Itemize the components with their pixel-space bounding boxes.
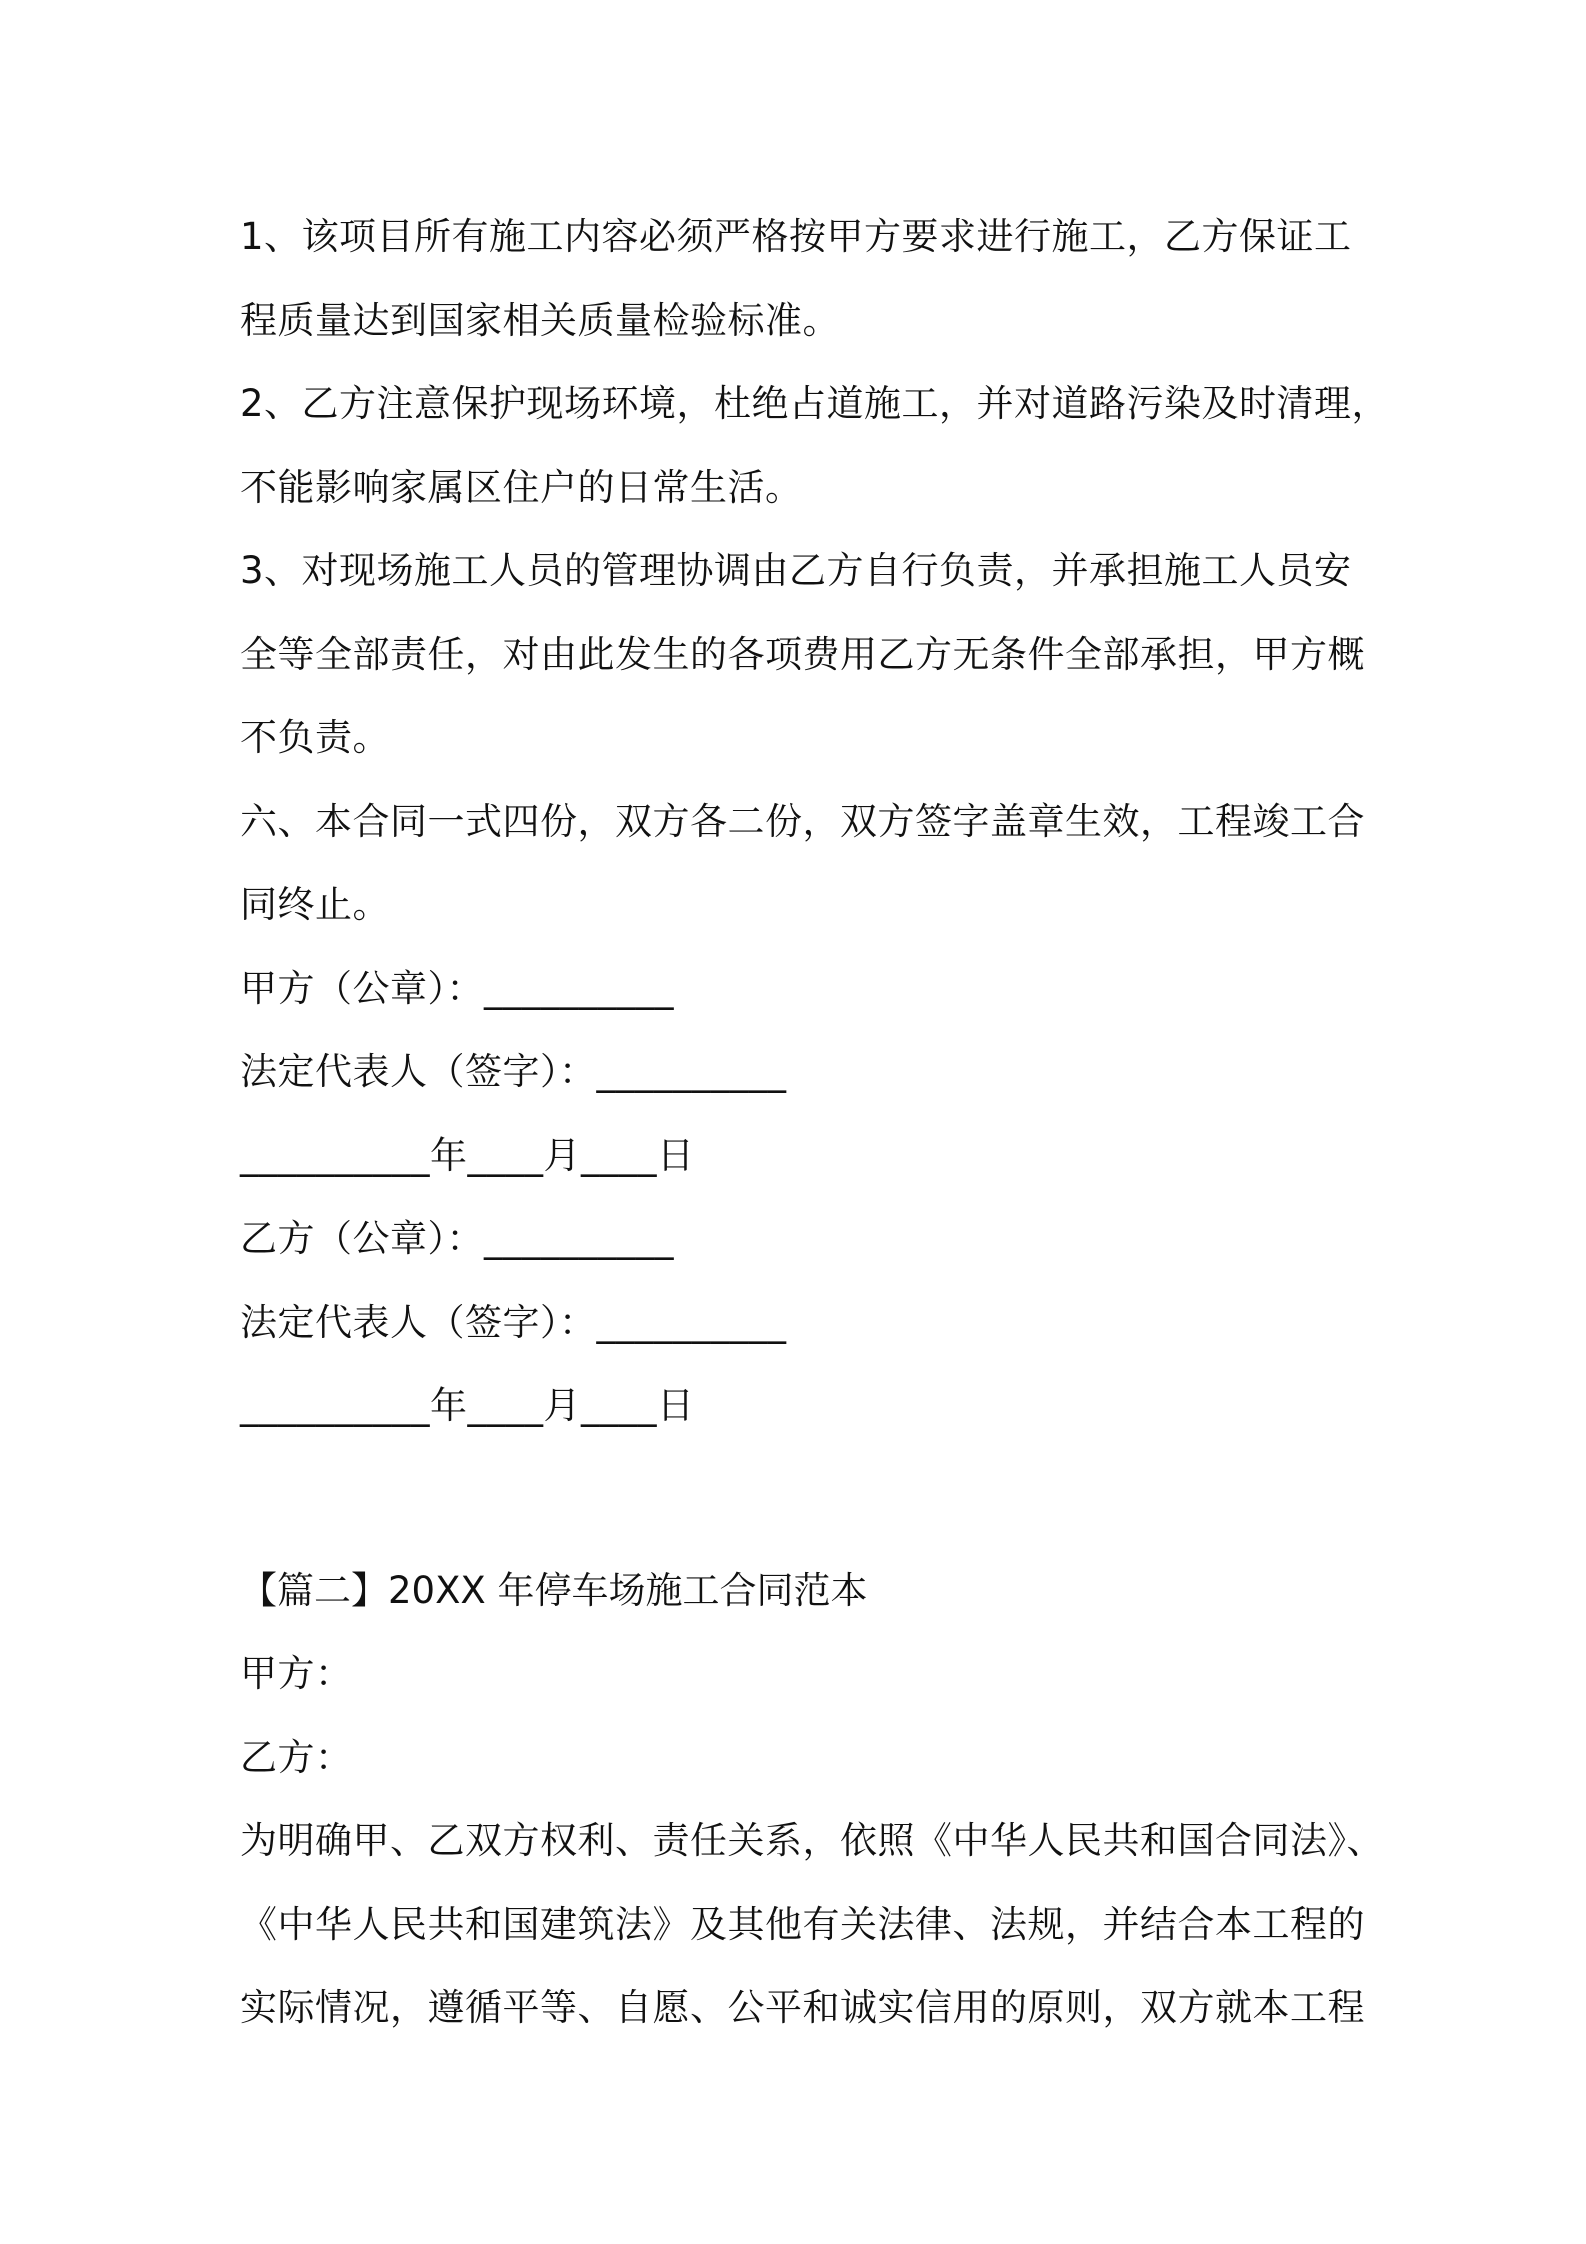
signature-party-a-representative: 法定代表人（签字）：__________ [240,1050,787,1093]
text-line: 2、乙方注意保护现场环境，杜绝占道施工，并对道路污染及时清理， [240,382,1390,425]
text-line: 不能影响家属区住户的日常生活。 [240,465,803,509]
party-a-label: 甲方： [240,1652,353,1695]
section-heading: 【篇二】20XX 年停车场施工合同范本 [240,1568,868,1612]
text-line: 六、本合同一式四份，双方各二份，双方签字盖章生效，工程竣工合 [240,799,1365,843]
text-line: 全等全部责任，对由此发生的各项费用乙方无条件全部承担，甲方概 [240,632,1365,676]
document-page [240,195,1390,2050]
party-b-label: 乙方： [240,1735,353,1779]
signature-party-b-seal: 乙方（公章）：__________ [240,1217,674,1260]
text-line: 为明确甲、乙双方权利、责任关系，依照《中华人民共和国合同法》、 [240,1819,1384,1862]
text-line: 1、该项目所有施工内容必须严格按甲方要求进行施工，乙方保证工 [240,215,1352,258]
text-line: 实际情况，遵循平等、自愿、公平和诚实信用的原则，双方就本工程 [240,1986,1365,2029]
signature-party-a-seal: 甲方（公章）：__________ [240,966,674,1010]
signature-party-b-representative: 法定代表人（签字）：__________ [240,1300,787,1344]
signature-party-a-date: __________年____月____日 [240,1133,695,1177]
text-line: 程质量达到国家相关质量检验标准。 [240,298,840,342]
text-line: 同终止。 [240,883,390,926]
text-line: 3、对现场施工人员的管理协调由乙方自行负责，并承担施工人员安 [240,549,1352,592]
section-block-2 [240,1632,1384,2050]
section-spacer [240,1448,1370,1549]
section-block-1 [240,195,1390,1448]
signature-party-b-date: __________年____月____日 [240,1384,695,1427]
text-line: 《中华人民共和国建筑法》及其他有关法律、法规，并结合本工程的 [240,1902,1365,1946]
text-line: 不负责。 [240,716,390,759]
